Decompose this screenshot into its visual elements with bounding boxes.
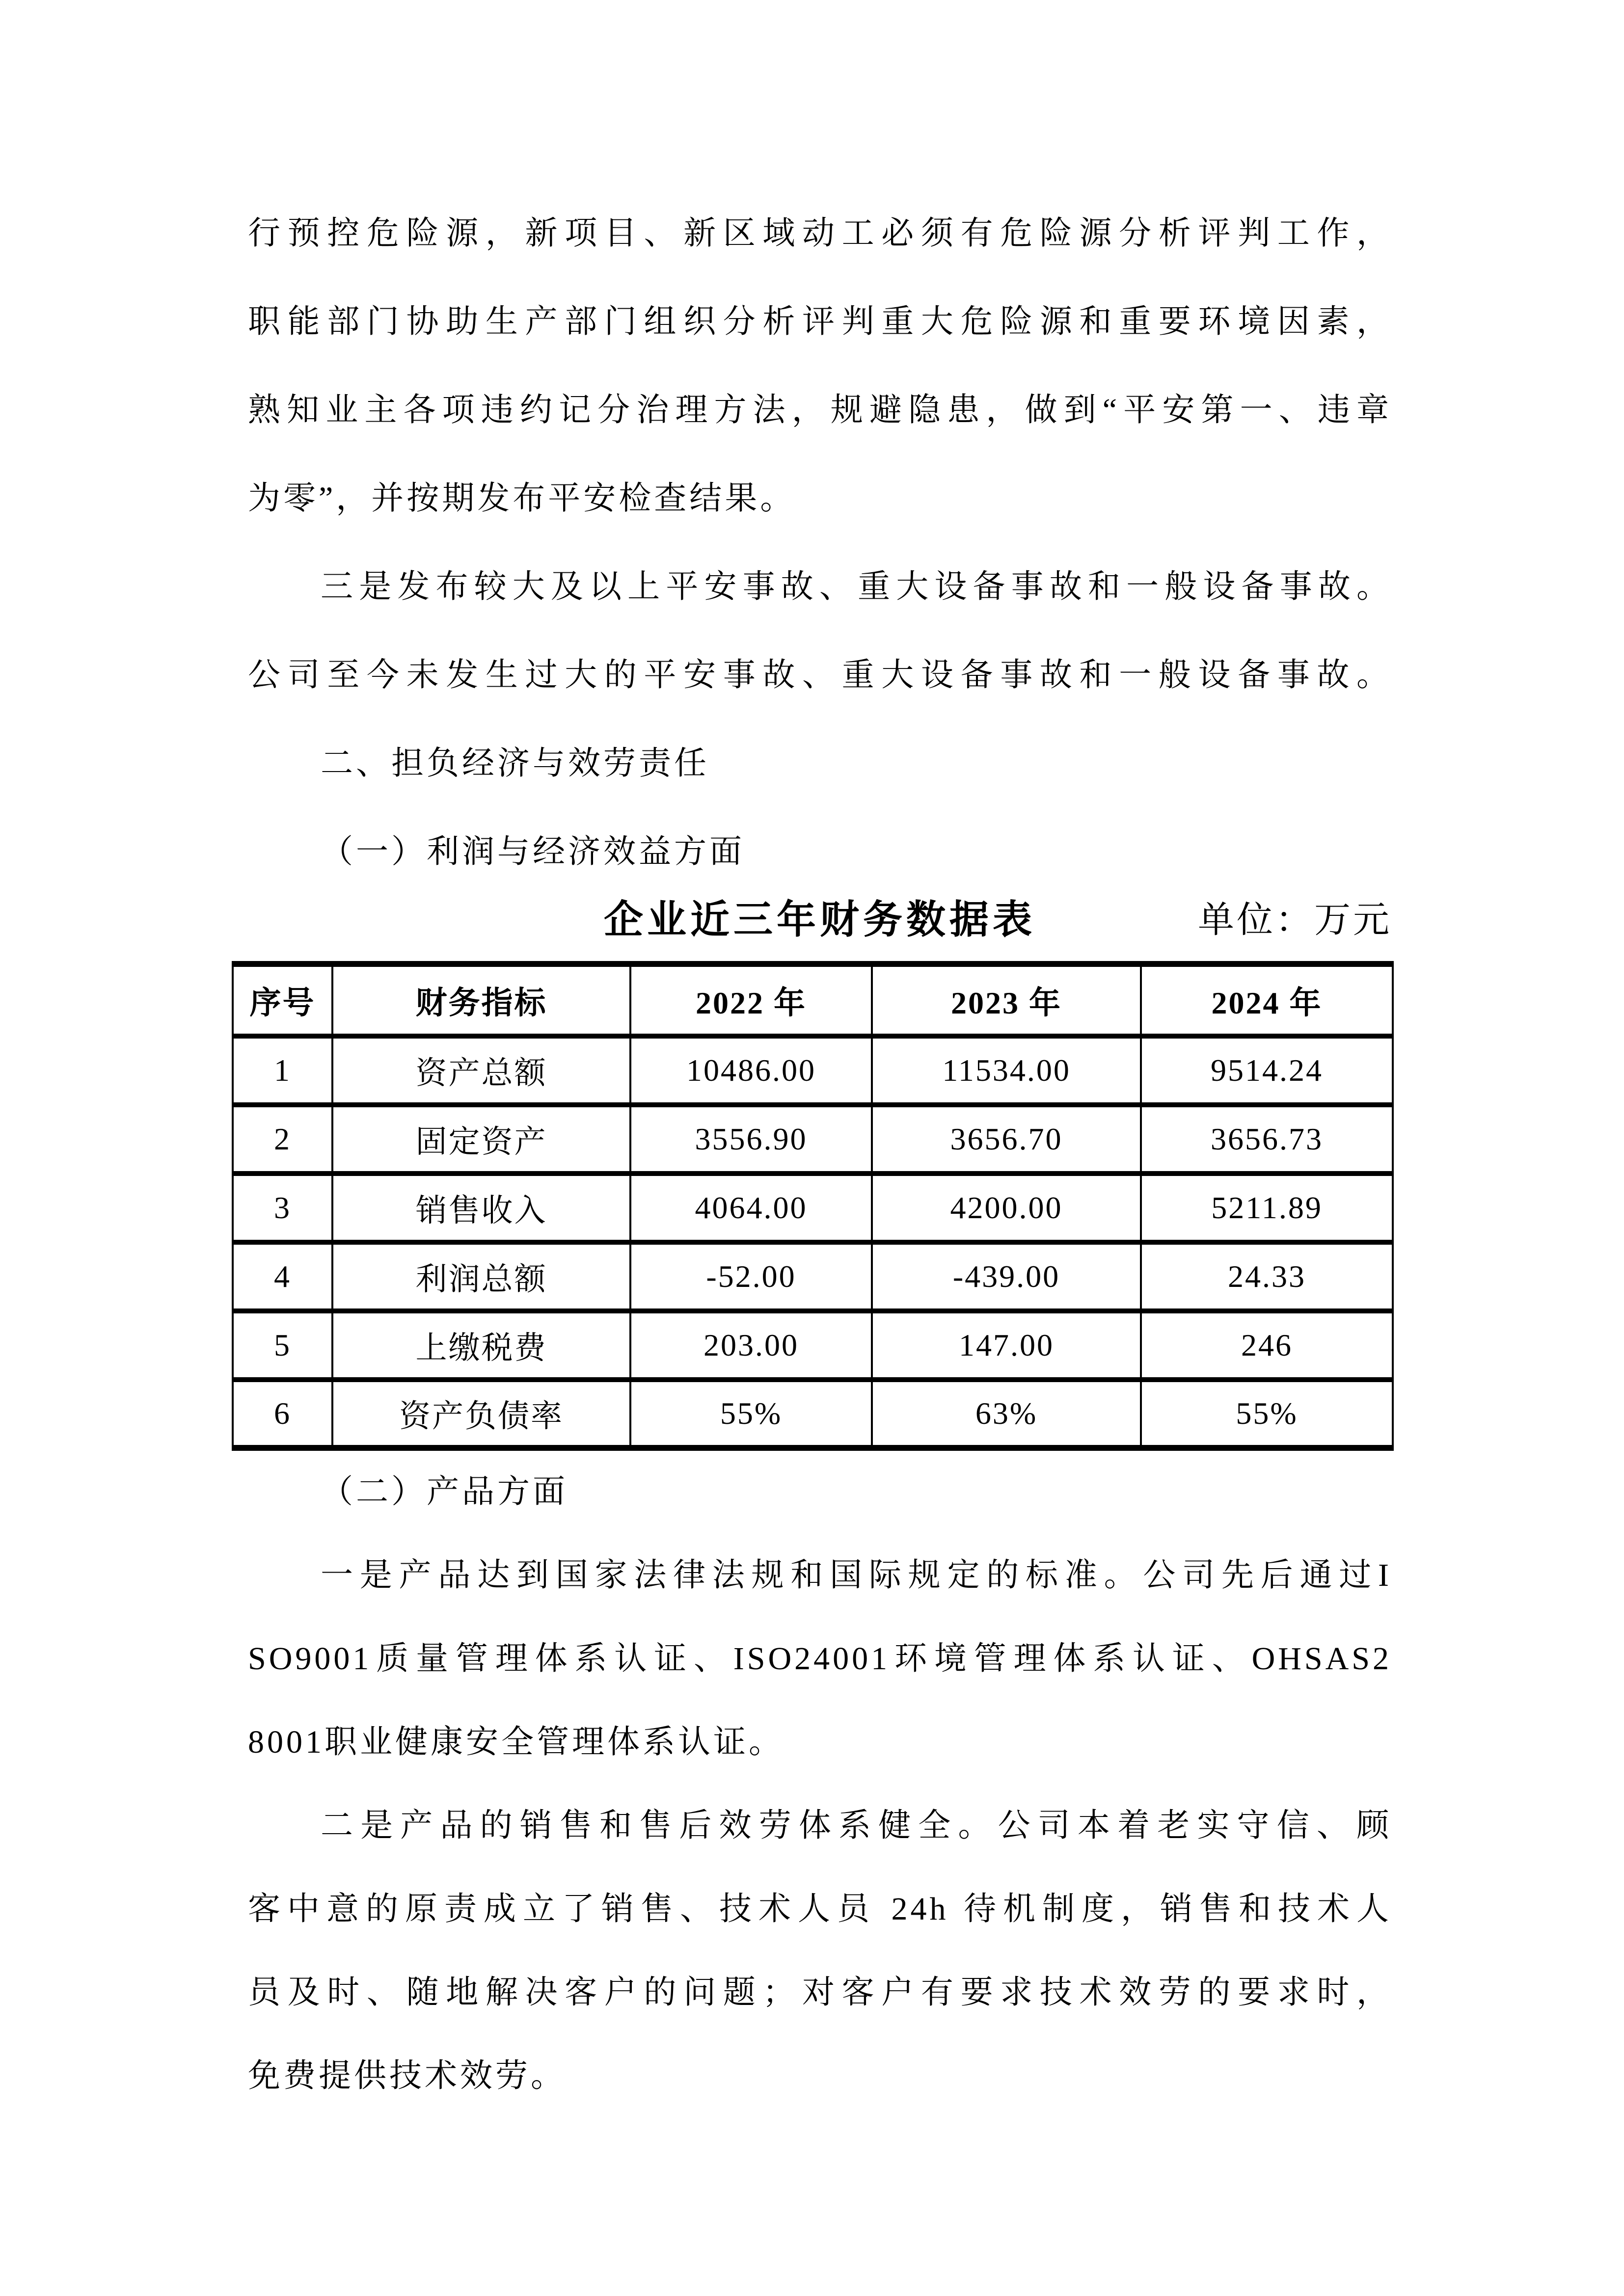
table-row [234,1313,1394,1382]
table-caption-row [248,883,1392,957]
table-row [234,1245,1394,1313]
text-line: 员及时、随地解决客户的问题；对客户有要求技术效劳的要求时， [248,1975,1392,2010]
text-line: 8001职业健康安全管理体系认证。 [248,1724,784,1760]
cell-num: 6 [234,1382,333,1451]
header-cell-2023: 2023 年 [873,967,1142,1039]
table-row [234,1176,1394,1245]
cell-num: 3 [234,1176,333,1245]
table-row [234,1039,1394,1107]
text-line: 熟知业主各项违约记分治理方法，规避隐患，做到“平安第一、违章 [248,392,1392,428]
header-cell-2022: 2022 年 [631,967,873,1039]
text-line: 职能部门协助生产部门组织分析评判重大危险源和重要环境因素， [248,304,1392,340]
text-line: （一）利润与经济效益方面 [321,834,745,870]
cell-indicator: 固定资产 [333,1107,631,1176]
header-row [234,967,1394,1039]
text-line: 客中意的原责成立了销售、技术人员 24h 待机制度，销售和技术人 [248,1891,1392,1927]
cell-2024: 246 [1142,1313,1394,1382]
cell-2023: 63% [873,1382,1142,1451]
header-cell-index: 序号 [234,967,333,1039]
cell-2022: 10486.00 [631,1039,873,1107]
financial-data-table [232,961,1394,1451]
body-text-bottom [248,1450,1392,2118]
table-row [234,1107,1394,1176]
table-unit-label: 单位：万元 [1198,900,1392,940]
text-line: 为零”，并按期发布平安检查结果。 [248,481,796,516]
cell-2024: 24.33 [1142,1245,1394,1313]
cell-2022: -52.00 [631,1245,873,1313]
header-cell-2024: 2024 年 [1142,967,1394,1039]
cell-2023: 11534.00 [873,1039,1142,1107]
cell-indicator: 资产总额 [333,1039,631,1107]
text-line: 二、担负经济与效劳责任 [321,746,709,781]
cell-2024: 5211.89 [1142,1176,1394,1245]
cell-2022: 4064.00 [631,1176,873,1245]
text-line: SO9001质量管理体系认证、ISO24001环境管理体系认证、OHSAS2 [248,1641,1392,1677]
cell-2022: 3556.90 [631,1107,873,1176]
cell-indicator: 销售收入 [333,1176,631,1245]
cell-indicator: 资产负债率 [333,1382,631,1451]
cell-2024: 55% [1142,1382,1394,1451]
text-line: 行预控危险源，新项目、新区域动工必须有危险源分析评判工作， [248,215,1392,251]
cell-2024: 9514.24 [1142,1039,1394,1107]
cell-num: 2 [234,1107,333,1176]
table-title: 企业近三年财务数据表 [604,899,1036,942]
body-text-top [248,189,1392,896]
cell-num: 1 [234,1039,333,1107]
text-line: 一是产品达到国家法律法规和国际规定的标准。公司先后通过I [321,1557,1392,1593]
cell-indicator: 利润总额 [333,1245,631,1313]
cell-2023: 4200.00 [873,1176,1142,1245]
cell-num: 5 [234,1313,333,1382]
table-row [234,1382,1394,1451]
cell-2023: 147.00 [873,1313,1142,1382]
table-body [234,1039,1394,1451]
table-header [234,967,1394,1039]
header-cell-indicator: 财务指标 [333,967,631,1039]
text-line: 三是发布较大及以上平安事故、重大设备事故和一般设备事故。 [321,569,1392,605]
text-line: （二）产品方面 [321,1474,568,1510]
text-line: 公司至今未发生过大的平安事故、重大设备事故和一般设备事故。 [248,657,1392,693]
cell-indicator: 上缴税费 [333,1313,631,1382]
cell-2023: 3656.70 [873,1107,1142,1176]
cell-2022: 55% [631,1382,873,1451]
cell-2022: 203.00 [631,1313,873,1382]
cell-2024: 3656.73 [1142,1107,1394,1176]
text-line: 二是产品的销售和售后效劳体系健全。公司本着老实守信、顾 [321,1808,1392,1843]
cell-2023: -439.00 [873,1245,1142,1313]
text-line: 免费提供技术效劳。 [248,2058,566,2094]
cell-num: 4 [234,1245,333,1313]
